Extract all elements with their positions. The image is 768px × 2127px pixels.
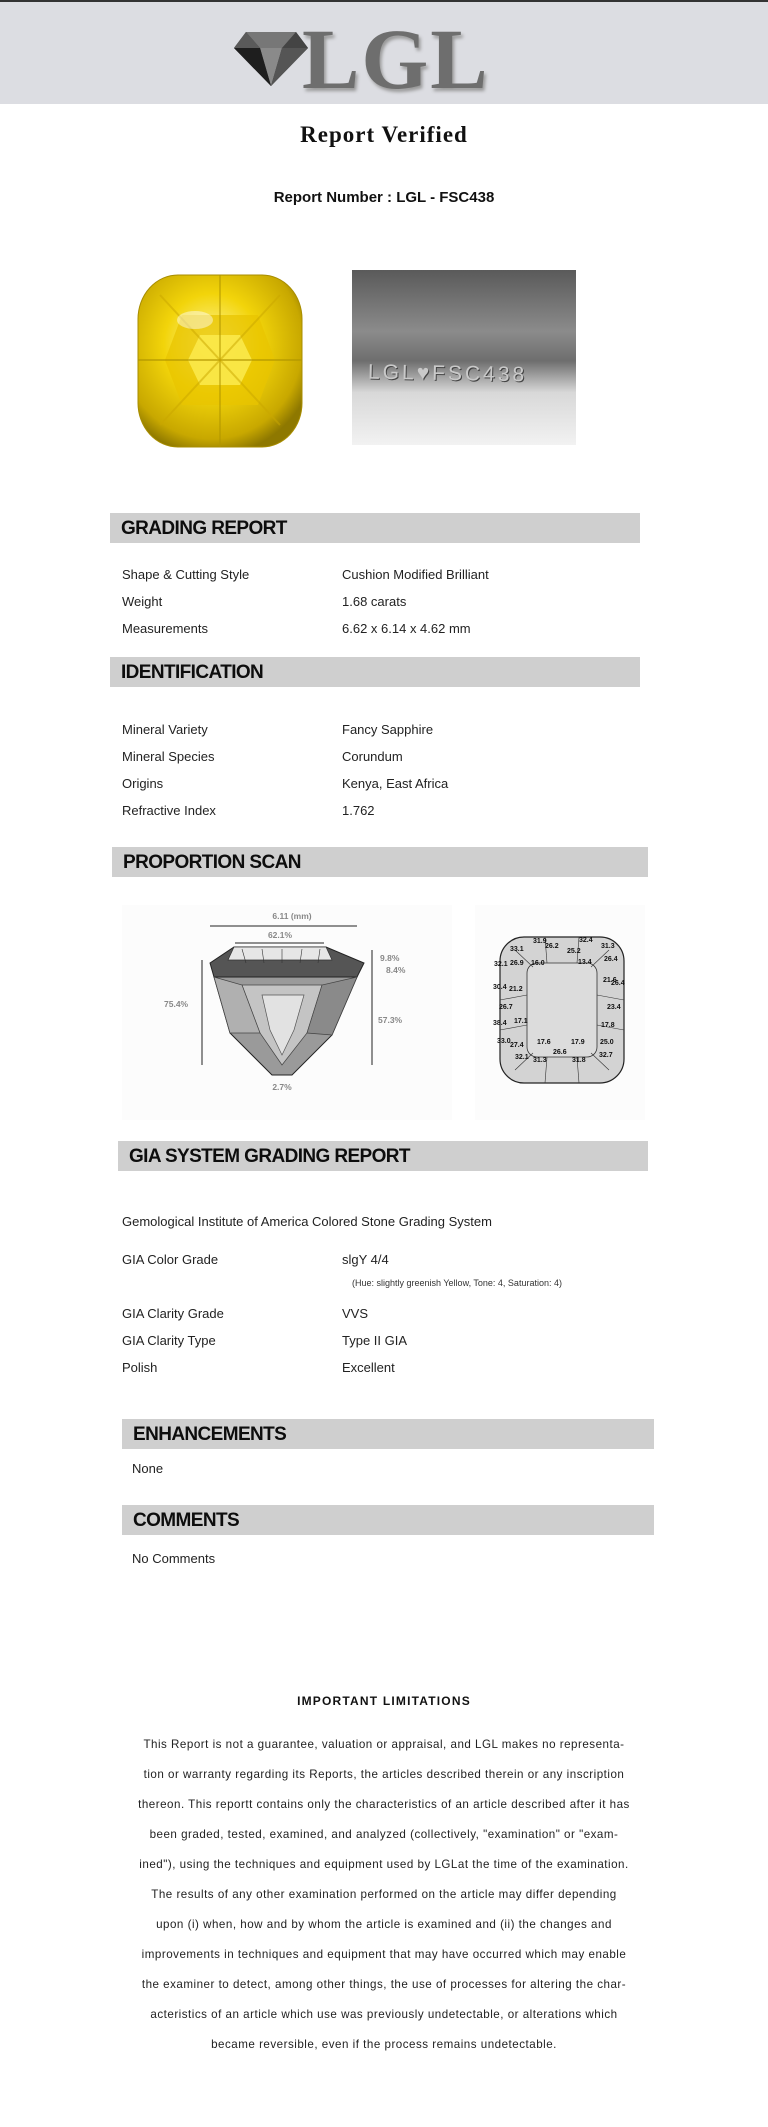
svg-text:33.0: 33.0 — [497, 1038, 511, 1045]
gia-system-text: Gemological Institute of America Colored Stone Grading System — [122, 1214, 492, 1229]
diamond-icon — [232, 28, 310, 88]
svg-text:13.4: 13.4 — [578, 959, 592, 966]
crown-pct-label: 9.8% — [380, 953, 400, 963]
svg-text:26.2: 26.2 — [545, 943, 559, 950]
limitations-line: ined"), using the techniques and equipment used by LGLat the time of the examination. — [139, 1858, 629, 1871]
limitations-line: became reversible, even if the process remains undetectable. — [211, 2038, 557, 2051]
row-label: Mineral Variety — [122, 722, 208, 737]
section-heading: GRADING REPORT — [121, 518, 287, 539]
row-value: 1.762 — [342, 803, 375, 818]
row-value: 1.68 carats — [342, 594, 407, 609]
limitations-title: IMPORTANT LIMITATIONS — [297, 1694, 471, 1708]
enhancements-text: None — [132, 1461, 164, 1476]
color-grade-note: (Hue: slightly greenish Yellow, Tone: 4, Saturation: 4) — [352, 1278, 562, 1288]
row-label: GIA Clarity Type — [122, 1333, 216, 1348]
svg-text:31.3: 31.3 — [533, 1057, 547, 1064]
svg-text:16.0: 16.0 — [531, 960, 545, 967]
enhancements-header — [122, 1419, 654, 1449]
svg-text:26.7: 26.7 — [499, 1004, 513, 1011]
svg-text:32.4: 32.4 — [579, 937, 593, 944]
svg-text:17.8: 17.8 — [601, 1022, 615, 1029]
row-label: Polish — [122, 1360, 158, 1375]
limitations-line: been graded, tested, examined, and analyzed (collectively, "examination" or "exam- — [149, 1828, 619, 1841]
svg-text:32.1: 32.1 — [515, 1054, 529, 1061]
culet-label: 2.7% — [272, 1082, 292, 1092]
limitations-line: The results of any other examination performed on the article may differ depending — [151, 1888, 617, 1901]
gemstone-photo — [130, 265, 310, 455]
comments-header — [122, 1505, 654, 1535]
page-title: Report Verified — [300, 122, 468, 147]
svg-text:17.6: 17.6 — [537, 1039, 551, 1046]
limitations-line: the examiner to detect, among other things, the use of processes for altering the char- — [141, 1978, 627, 1991]
limitations-line: improvements in techniques and equipment that may have occurred which may enable — [141, 1948, 627, 1961]
page-header — [0, 2, 768, 107]
section-heading: PROPORTION SCAN — [123, 852, 301, 873]
section-heading: COMMENTS — [133, 1510, 240, 1531]
svg-text:26.4: 26.4 — [604, 956, 618, 963]
row-value: Cushion Modified Brilliant — [342, 567, 489, 582]
limitations-line: acteristics of an article which use was previously undetectable, or alterations which — [150, 2008, 618, 2021]
svg-text:25.0: 25.0 — [600, 1039, 614, 1046]
grading-report-header — [110, 513, 640, 543]
top-view-diagram — [475, 905, 645, 1120]
svg-text:25.2: 25.2 — [567, 948, 581, 955]
pavilion-pct-label: 57.3% — [378, 1015, 403, 1025]
svg-text:38.4: 38.4 — [493, 1020, 507, 1027]
row-label: Shape & Cutting Style — [122, 567, 250, 582]
row-value: Excellent — [342, 1360, 395, 1375]
inscription-photo — [352, 270, 576, 445]
proportion-scan-header — [112, 847, 648, 877]
crown-angle-label: 8.4% — [386, 965, 406, 975]
comments-text: No Comments — [132, 1551, 216, 1566]
row-value: Corundum — [342, 749, 403, 764]
svg-text:21.2: 21.2 — [509, 986, 523, 993]
report-number: Report Number : LGL - FSC438 — [273, 189, 495, 206]
inscription-text: LGL♥FSC438 — [367, 360, 528, 387]
svg-text:26.9: 26.9 — [510, 960, 524, 967]
limitations-line: thereon. This reportt contains only the characteristics of an article described after it has — [138, 1798, 630, 1811]
row-value: VVS — [342, 1306, 369, 1321]
logo-text: LGL — [302, 11, 490, 107]
limitations-line: This Report is not a guarantee, valuation or appraisal, and LGL makes no representa- — [143, 1738, 625, 1751]
svg-text:31.9: 31.9 — [533, 938, 547, 945]
svg-text:17.1: 17.1 — [514, 1018, 528, 1025]
row-label: Refractive Index — [122, 803, 216, 818]
svg-text:17.9: 17.9 — [571, 1039, 585, 1046]
row-label: GIA Clarity Grade — [122, 1306, 224, 1321]
svg-text:26.6: 26.6 — [553, 1049, 567, 1056]
svg-text:30.4: 30.4 — [493, 984, 507, 991]
row-label: Origins — [122, 776, 164, 791]
width-label: 6.11 (mm) — [272, 911, 312, 921]
svg-text:32.1: 32.1 — [494, 961, 508, 968]
gia-grading-header — [118, 1141, 648, 1171]
svg-text:21.6: 21.6 — [603, 977, 617, 984]
total-depth-label: 75.4% — [164, 999, 189, 1009]
limitations-line: tion or warranty regarding its Reports, the articles described therein or any inscription — [143, 1768, 625, 1781]
svg-text:31.8: 31.8 — [572, 1057, 586, 1064]
svg-text:23.4: 23.4 — [607, 1004, 621, 1011]
row-label: Mineral Species — [122, 749, 215, 764]
table-label: 62.1% — [267, 930, 293, 940]
row-value: Type II GIA — [342, 1333, 408, 1348]
row-label: Weight — [122, 594, 163, 609]
identification-header — [110, 657, 640, 687]
row-label: Measurements — [122, 621, 208, 636]
lgl-logo[interactable] — [230, 11, 500, 107]
section-heading: GIA SYSTEM GRADING REPORT — [129, 1146, 410, 1167]
side-profile-diagram — [122, 905, 452, 1120]
row-label: GIA Color Grade — [122, 1252, 219, 1267]
row-value: slgY 4/4 — [342, 1252, 389, 1267]
svg-text:33.1: 33.1 — [510, 946, 524, 953]
section-heading: IDENTIFICATION — [121, 662, 264, 683]
svg-text:31.3: 31.3 — [601, 943, 615, 950]
svg-text:32.7: 32.7 — [599, 1052, 613, 1059]
row-value: Kenya, East Africa — [342, 776, 449, 791]
row-value: 6.62 x 6.14 x 4.62 mm — [342, 621, 471, 636]
svg-text:27.4: 27.4 — [510, 1042, 524, 1049]
limitations-line: upon (i) when, how and by whom the article is examined and (ii) the changes and — [156, 1918, 612, 1931]
svg-text:26.4: 26.4 — [611, 980, 625, 987]
row-value: Fancy Sapphire — [342, 722, 434, 737]
section-heading: ENHANCEMENTS — [133, 1424, 287, 1445]
